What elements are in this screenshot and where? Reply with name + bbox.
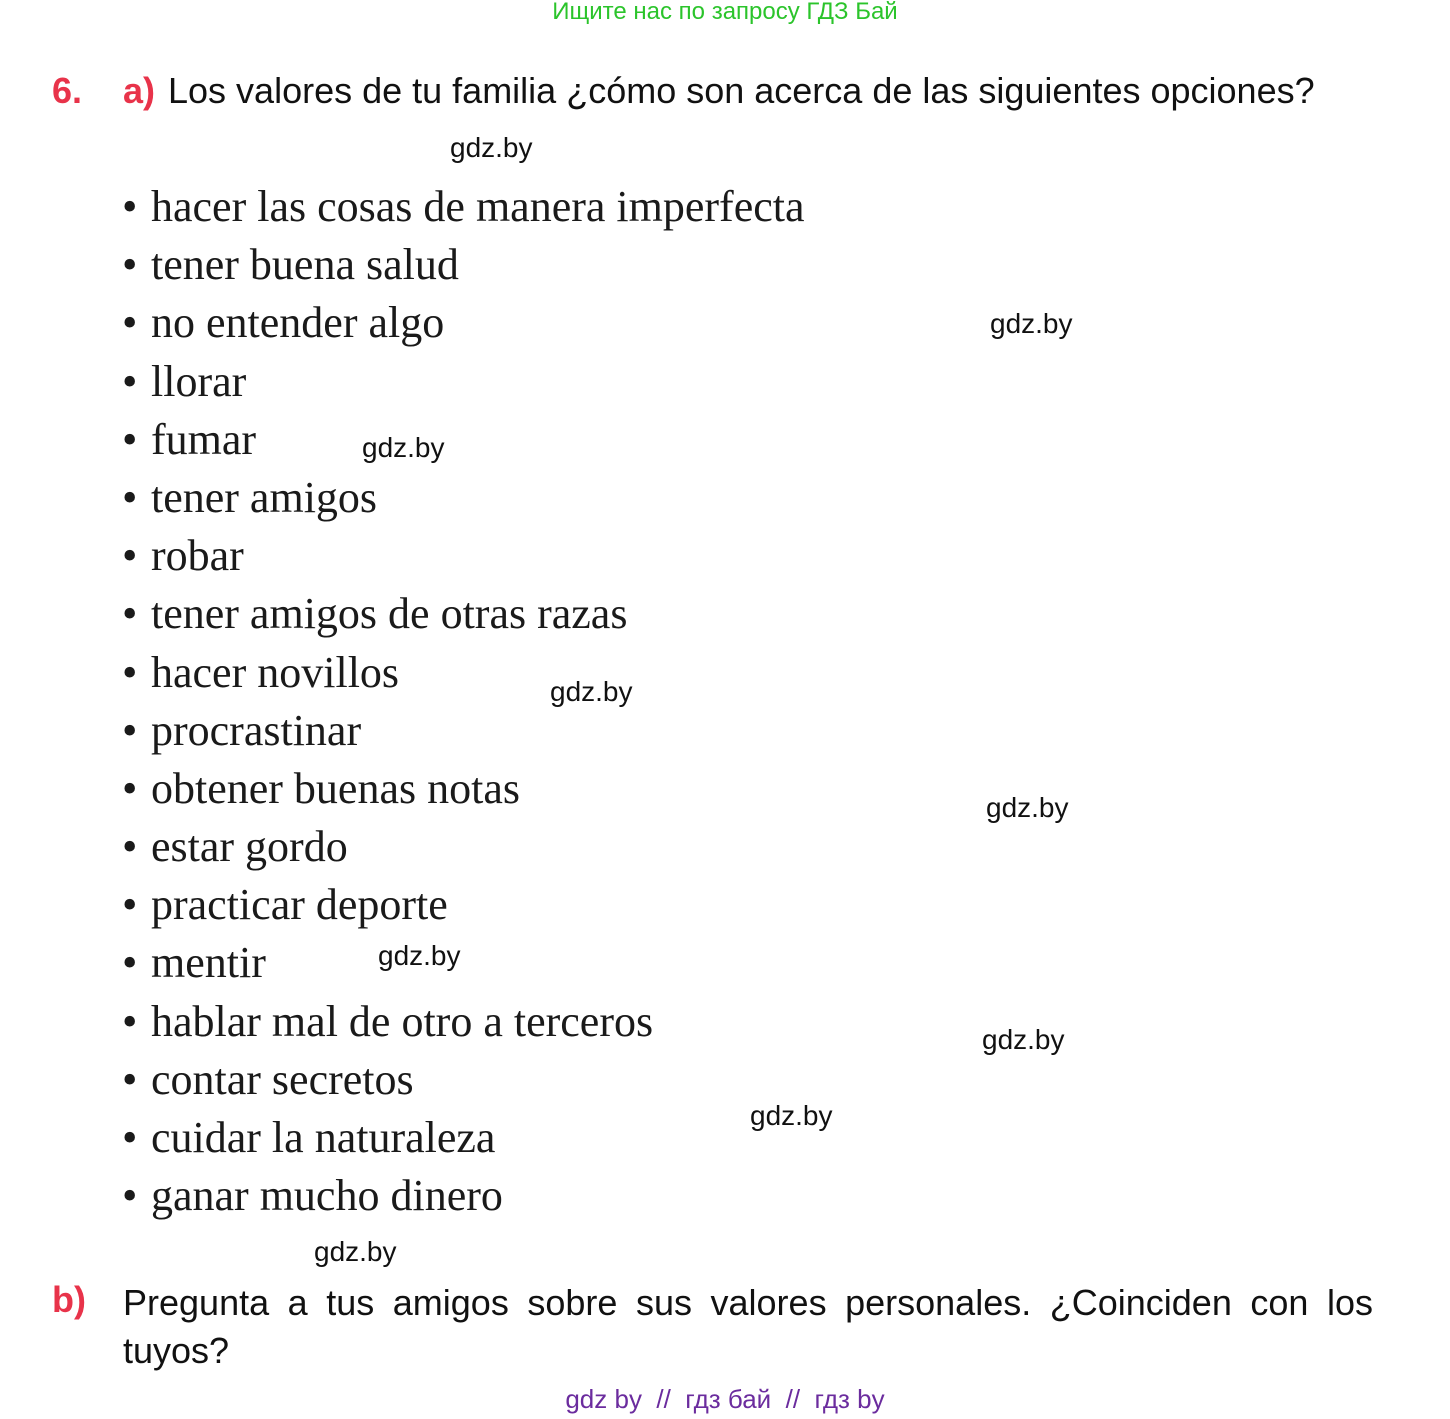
list-item-text: llorar — [151, 356, 247, 406]
list-item — [122, 527, 805, 585]
list-item — [122, 294, 805, 352]
list-item — [122, 1051, 805, 1109]
site-banner: Ищите нас по запросу ГДЗ Бай — [552, 0, 898, 25]
watermark: gdz.by — [550, 676, 633, 707]
part-b-marker: b) — [52, 1279, 86, 1320]
list-item — [122, 353, 805, 411]
footer-watermark: gdz by // гдз бай // гдз by — [565, 1384, 885, 1414]
list-item — [122, 993, 805, 1051]
bullet: • — [122, 1054, 138, 1104]
list-item-text: fumar — [151, 414, 257, 464]
list-item-text: obtener buenas notas — [151, 763, 520, 813]
list-item — [122, 178, 805, 236]
bullet: • — [122, 240, 138, 290]
options-list — [122, 178, 805, 1225]
bullet: • — [122, 705, 138, 755]
watermark: gdz.by — [362, 432, 445, 463]
list-item-text: tener amigos de otras razas — [151, 589, 628, 639]
bullet: • — [122, 356, 138, 406]
bullet: • — [122, 182, 138, 231]
list-item-text: robar — [151, 531, 244, 581]
watermark: gdz.by — [450, 132, 533, 163]
list-item-text: hacer novillos — [151, 647, 400, 697]
list-item-text: ganar mucho dinero — [151, 1171, 503, 1221]
bullet: • — [122, 996, 138, 1046]
bullet: • — [122, 1113, 138, 1162]
list-item — [122, 469, 805, 527]
watermark: gdz.by — [982, 1024, 1065, 1055]
list-item — [122, 644, 805, 702]
list-item-text: no entender algo — [151, 298, 445, 348]
bullet: • — [122, 589, 138, 639]
bullet: • — [122, 298, 138, 348]
bullet: • — [122, 938, 138, 988]
list-item — [122, 818, 805, 876]
list-item-text: tener amigos — [151, 472, 378, 522]
watermark: gdz.by — [314, 1236, 397, 1267]
bullet: • — [122, 822, 138, 872]
exercise-number: 6. — [52, 70, 83, 111]
bullet: • — [122, 763, 138, 813]
part-a-question: Los valores de tu familia ¿cómo son acerca de las siguientes opciones? — [168, 70, 1315, 111]
bullet: • — [122, 647, 138, 697]
watermark: gdz.by — [750, 1100, 833, 1131]
list-item-text: cuidar la naturaleza — [151, 1113, 496, 1162]
list-item-text: estar gordo — [151, 822, 348, 872]
list-item-text: procrastinar — [151, 705, 362, 755]
list-item — [122, 702, 805, 760]
bullet: • — [122, 1171, 138, 1221]
list-item — [122, 236, 805, 294]
part-a-marker: a) — [123, 70, 156, 111]
list-item — [122, 1109, 805, 1167]
list-item-text: contar secretos — [151, 1054, 414, 1104]
bullet: • — [122, 880, 138, 930]
watermark: gdz.by — [990, 308, 1073, 339]
list-item-text: hacer las cosas de manera imperfecta — [151, 182, 805, 231]
list-item — [122, 1167, 805, 1225]
part-b-question: Pregunta a tus amigos sobre sus valores personales. ¿Coinciden con los tuyos? — [123, 1282, 1373, 1371]
list-item-text: hablar mal de otro a terceros — [151, 996, 654, 1046]
bullet: • — [122, 472, 138, 522]
list-item — [122, 411, 805, 469]
list-item — [122, 934, 805, 992]
bullet: • — [122, 414, 138, 464]
list-item — [122, 876, 805, 934]
list-item-text: tener buena salud — [151, 240, 459, 290]
list-item — [122, 585, 805, 643]
bullet: • — [122, 531, 138, 581]
watermark: gdz.by — [986, 792, 1069, 823]
list-item-text: mentir — [151, 938, 266, 988]
list-item-text: practicar deporte — [151, 880, 448, 930]
watermark: gdz.by — [378, 940, 461, 971]
list-item — [122, 760, 805, 818]
